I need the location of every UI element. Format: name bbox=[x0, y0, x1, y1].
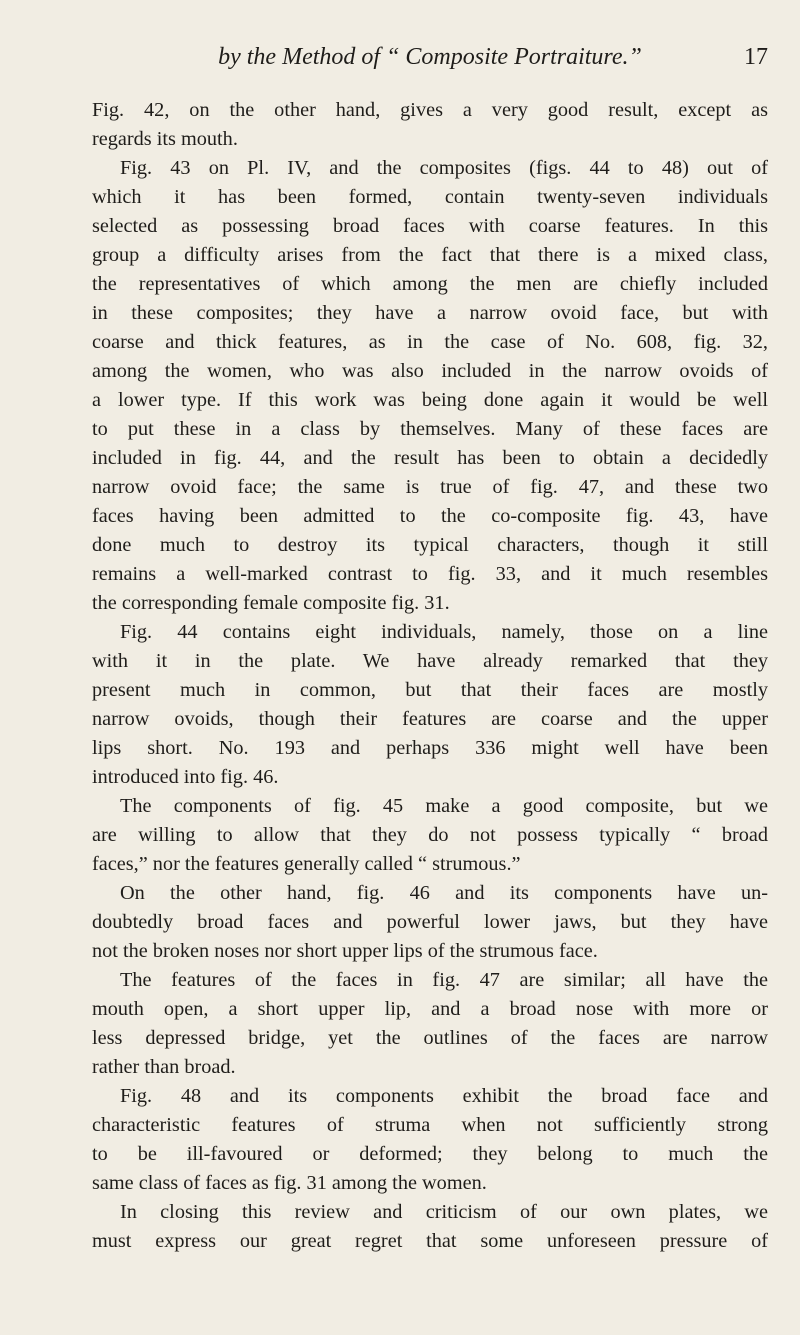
text-line: doubtedly broad faces and powerful lower jaws, but they have bbox=[92, 911, 768, 933]
paragraph bbox=[92, 1082, 768, 1198]
running-head bbox=[92, 40, 768, 74]
text-line: The components of fig. 45 make a good composite, but we bbox=[120, 795, 768, 817]
running-title: by the Method of “ Composite Portraiture.” bbox=[218, 44, 642, 70]
paragraph bbox=[92, 154, 768, 618]
text-line: In closing this review and criticism of our own plates, we bbox=[120, 1201, 768, 1223]
text-line: a lower type. If this work was being done again it would be well bbox=[92, 389, 768, 411]
text-line: lips short. No. 193 and perhaps 336 might well have been bbox=[92, 737, 768, 759]
text-line: included in fig. 44, and the result has been to obtain a decidedly bbox=[92, 447, 768, 469]
paragraph bbox=[92, 966, 768, 1082]
text-line: present much in common, but that their faces are mostly bbox=[92, 679, 768, 701]
text-line: same class of faces as fig. 31 among the women. bbox=[92, 1172, 487, 1194]
text-line: group a difficulty arises from the fact that there is a mixed class, bbox=[92, 244, 768, 266]
text-line: faces,” nor the features generally called “ strumous.” bbox=[92, 853, 521, 875]
text-line: are willing to allow that they do not possess typically “ broad bbox=[92, 824, 768, 846]
text-line: The features of the faces in fig. 47 are similar; all have the bbox=[120, 969, 768, 991]
text-line: Fig. 43 on Pl. IV, and the composites (figs. 44 to 48) out of bbox=[120, 157, 768, 179]
paragraph bbox=[92, 618, 768, 792]
text-line: must express our great regret that some unforeseen pressure of bbox=[92, 1230, 768, 1252]
paragraph bbox=[92, 879, 768, 966]
body-text bbox=[92, 96, 768, 1256]
paragraph bbox=[92, 1198, 768, 1256]
text-line: narrow ovoids, though their features are coarse and the upper bbox=[92, 708, 768, 730]
text-line: the representatives of which among the men are chiefly included bbox=[92, 273, 768, 295]
text-line: done much to destroy its typical characters, though it still bbox=[92, 534, 768, 556]
text-line: coarse and thick features, as in the case of No. 608, fig. 32, bbox=[92, 331, 768, 353]
text-line: to be ill-favoured or deformed; they belong to much the bbox=[92, 1143, 768, 1165]
paragraph bbox=[92, 96, 768, 154]
text-line: remains a well-marked contrast to fig. 33, and it much resembles bbox=[92, 563, 768, 585]
text-line: Fig. 48 and its components exhibit the broad face and bbox=[120, 1085, 768, 1107]
text-line: which it has been formed, contain twenty-seven individuals bbox=[92, 186, 768, 208]
text-line: faces having been admitted to the co-composite fig. 43, have bbox=[92, 505, 768, 527]
text-line: selected as possessing broad faces with coarse features. In this bbox=[92, 215, 768, 237]
text-line: rather than broad. bbox=[92, 1056, 236, 1078]
paragraph bbox=[92, 792, 768, 879]
text-line: regards its mouth. bbox=[92, 128, 238, 150]
text-line: characteristic features of struma when not sufficiently strong bbox=[92, 1114, 768, 1136]
text-line: with it in the plate. We have already remarked that they bbox=[92, 650, 768, 672]
text-line: mouth open, a short upper lip, and a broad nose with more or bbox=[92, 998, 768, 1020]
text-line: Fig. 42, on the other hand, gives a very good result, except as bbox=[92, 99, 768, 121]
text-line: less depressed bridge, yet the outlines of the faces are narrow bbox=[92, 1027, 768, 1049]
text-line: On the other hand, fig. 46 and its components have un- bbox=[120, 882, 768, 904]
text-line: to put these in a class by themselves. Many of these faces are bbox=[92, 418, 768, 440]
text-line: Fig. 44 contains eight individuals, namely, those on a line bbox=[120, 621, 768, 643]
text-line: narrow ovoid face; the same is true of fig. 47, and these two bbox=[92, 476, 768, 498]
text-line: not the broken noses nor short upper lips of the strumous face. bbox=[92, 940, 598, 962]
text-line: the corresponding female composite fig. 31. bbox=[92, 592, 450, 614]
text-line: introduced into fig. 46. bbox=[92, 766, 279, 788]
text-line: among the women, who was also included in the narrow ovoids of bbox=[92, 360, 768, 382]
text-line: in these composites; they have a narrow ovoid face, but with bbox=[92, 302, 768, 324]
page-number: 17 bbox=[744, 44, 768, 70]
